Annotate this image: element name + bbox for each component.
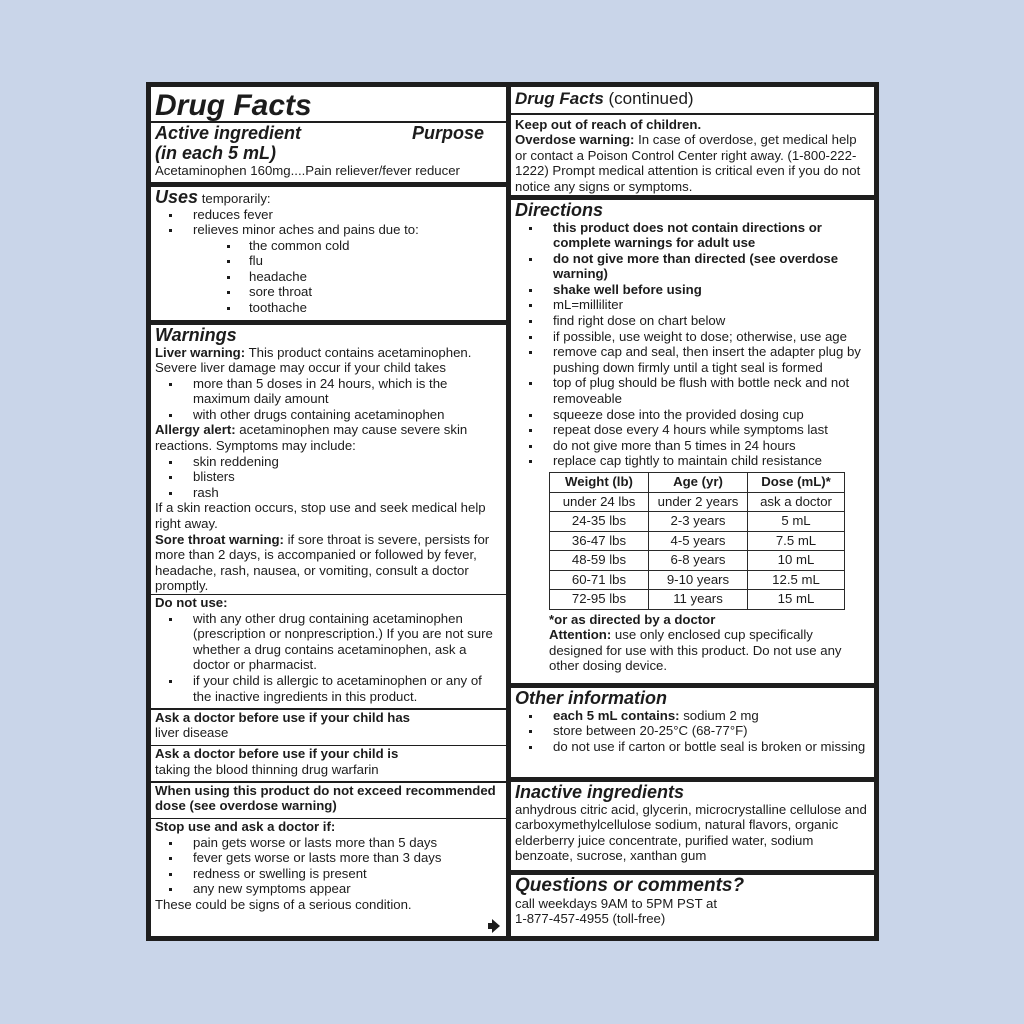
directions-heading: Directions: [515, 199, 604, 220]
cell-weight: 60-71 lbs: [550, 570, 649, 590]
table-row: [550, 512, 845, 532]
cell-age: 11 years: [649, 590, 748, 610]
allergy-alert-text: acetaminophen may cause severe skin reactions. Symptoms may include:: [155, 422, 468, 454]
table-row: [550, 492, 845, 512]
warnings-section: [151, 325, 506, 594]
skin-reaction-text: If a skin reaction occurs, stop use and seek medical help right away.: [155, 500, 486, 532]
liver-warning-list: [155, 376, 502, 423]
column-header-weight: Weight (lb): [550, 473, 649, 493]
keep-out-heading: Keep out of reach of children.: [515, 116, 702, 132]
contains-label: each 5 mL contains:: [553, 707, 680, 723]
page-title: Drug Facts: [155, 89, 312, 122]
list-item: relieves minor aches and pains due to:: [155, 222, 502, 238]
continued-title: Drug Facts: [515, 89, 604, 108]
table-header-row: [550, 473, 845, 493]
table-row: [550, 531, 845, 551]
active-ingredient-section: [151, 123, 506, 182]
active-ingredient-heading: Active ingredient: [155, 122, 302, 143]
list-item: more than 5 doses in 24 hours, which is the maximum daily amount: [155, 376, 502, 407]
list-item: redness or swelling is present: [155, 866, 502, 882]
when-using-heading: When using this product do not exceed recommended dose (see overdose warning): [155, 782, 496, 814]
uses-list: [155, 207, 502, 238]
list-item: shake well before using: [515, 282, 870, 298]
list-item: toothache: [155, 300, 502, 316]
list-item: reduces fever: [155, 207, 502, 223]
purpose-heading: Purpose: [411, 122, 484, 143]
list-item: this product does not contain directions or complete warnings for adult use: [515, 220, 870, 251]
inactive-ingredients-section: [511, 782, 874, 870]
ask-doctor-is-heading: Ask a doctor before use if your child is: [155, 746, 399, 761]
table-row: [550, 570, 845, 590]
list-item: pain gets worse or lasts more than 5 days: [155, 835, 502, 851]
dosing-footnote: *or as directed by a doctor: [549, 611, 716, 627]
list-item: sore throat: [155, 284, 502, 300]
table-row: [550, 551, 845, 571]
stop-use-list: [155, 835, 502, 897]
continued-suffix: (continued): [603, 89, 694, 108]
warnings-heading: Warnings: [155, 324, 237, 345]
cell-age: under 2 years: [649, 492, 748, 512]
column-header-dose: Dose (mL)*: [748, 473, 845, 493]
overdose-warning-text: In case of overdose, get medical help or contact a Poison Control Center right away. (1-800-222-1222) Prompt medical attention is critical even if you do not notice any signs or symptoms.: [515, 132, 861, 194]
list-item: if possible, use weight to dose; otherwise, use age: [515, 329, 870, 345]
list-item: the common cold: [155, 238, 502, 254]
active-ingredient-subheading: (in each 5 mL): [155, 142, 277, 163]
list-item: with other drugs containing acetaminophen: [155, 407, 502, 423]
ask-doctor-is-section: [151, 746, 506, 781]
list-item: with any other drug containing acetaminophen (prescription or nonprescription.) If you are not sure whether a drug contains acetaminophen, ask a doctor or pharmacist.: [155, 611, 502, 673]
cell-dose: 5 mL: [748, 512, 845, 532]
directions-bold-list: [515, 220, 870, 298]
cell-weight: under 24 lbs: [550, 492, 649, 512]
liver-warning-text: This product contains acetaminophen. Severe liver damage may occur if your child takes: [155, 344, 472, 376]
list-item: remove cap and seal, then insert the adapter plug by pushing down firmly until a tight seal is formed: [515, 344, 870, 375]
list-item: do not give more than 5 times in 24 hours: [515, 438, 870, 454]
list-item: any new symptoms appear: [155, 881, 502, 897]
list-item: repeat dose every 4 hours while symptoms last: [515, 422, 870, 438]
stop-use-heading: Stop use and ask a doctor if:: [155, 819, 336, 834]
questions-section: [511, 875, 874, 937]
cell-weight: 24-35 lbs: [550, 512, 649, 532]
active-ingredient-line: Acetaminophen 160mg....Pain reliever/fever reducer: [155, 162, 460, 178]
allergy-alert-label: Allergy alert:: [155, 422, 236, 438]
ask-doctor-has-section: [151, 710, 506, 745]
arrow-right-icon: [492, 919, 500, 933]
cell-age: 2-3 years: [649, 512, 748, 532]
list-item: if your child is allergic to acetaminophen or any of the inactive ingredients in this product.: [155, 673, 502, 704]
sore-throat-label: Sore throat warning:: [155, 531, 284, 547]
cell-age: 4-5 years: [649, 531, 748, 551]
inactive-ingredients-text: anhydrous citric acid, glycerin, microcrystalline cellulose and carboxymethylcellulose sodium, natural flavors, organic elderberry juice concentrate, purified water, sodium benzoate, sucrose, xanthan gum: [515, 801, 867, 864]
list-item: skin reddening: [155, 454, 502, 470]
other-information-section: [511, 688, 874, 777]
dosing-table: [549, 472, 845, 610]
sore-throat-text: if sore throat is severe, persists for more than 2 days, is accompanied or followed by fever, headache, rash, nausea, or vomiting, consult a doctor promptly.: [155, 531, 490, 594]
uses-sublist: [155, 238, 502, 316]
cell-weight: 36-47 lbs: [550, 531, 649, 551]
list-item: replace cap tightly to maintain child resistance: [515, 453, 870, 469]
do-not-use-list: [155, 611, 502, 705]
list-item: find right dose on chart below: [515, 313, 870, 329]
table-row: [550, 590, 845, 610]
list-item: do not give more than directed (see overdose warning): [515, 251, 870, 282]
stop-use-section: [151, 819, 506, 936]
questions-phone: 1-877-457-4955 (toll-free): [515, 911, 666, 927]
left-column: [151, 87, 506, 936]
keep-out-section: [511, 115, 874, 195]
uses-section: [151, 187, 506, 320]
list-item: rash: [155, 485, 502, 501]
continued-title-box: [511, 87, 874, 113]
ask-doctor-is-text: taking the blood thinning drug warfarin: [155, 761, 379, 777]
cell-dose: ask a doctor: [748, 492, 845, 512]
list-item: do not use if carton or bottle seal is broken or missing: [515, 739, 870, 755]
inactive-ingredients-heading: Inactive ingredients: [515, 781, 685, 802]
list-item: [515, 708, 870, 724]
do-not-use-heading: Do not use:: [155, 595, 228, 610]
list-item: fever gets worse or lasts more than 3 days: [155, 850, 502, 866]
ask-doctor-has-heading: Ask a doctor before use if your child has: [155, 709, 411, 725]
attention-text: use only enclosed cup specifically designed for use with this product. Do not use any other dosing device.: [549, 627, 842, 674]
cell-age: 9-10 years: [649, 570, 748, 590]
title-box: [151, 87, 506, 121]
other-information-list: [515, 708, 870, 755]
questions-line-1: call weekdays 9AM to 5PM PST at: [515, 895, 718, 911]
uses-intro: temporarily:: [198, 190, 271, 206]
allergy-symptom-list: [155, 454, 502, 501]
directions-section: [511, 200, 874, 683]
cell-dose: 15 mL: [748, 590, 845, 610]
list-item: blisters: [155, 469, 502, 485]
attention-label: Attention:: [549, 627, 612, 643]
liver-warning-label: Liver warning:: [155, 344, 246, 360]
list-item: squeeze dose into the provided dosing cup: [515, 407, 870, 423]
right-column: [511, 87, 874, 936]
cell-age: 6-8 years: [649, 551, 748, 571]
cell-dose: 7.5 mL: [748, 531, 845, 551]
uses-heading: Uses: [155, 186, 199, 207]
directions-list: [515, 297, 870, 469]
when-using-section: [151, 783, 506, 818]
list-item: top of plug should be flush with bottle neck and not removeable: [515, 375, 870, 406]
column-header-age: Age (yr): [649, 473, 748, 493]
list-item: store between 20-25°C (68-77°F): [515, 723, 870, 739]
ask-doctor-has-text: liver disease: [155, 725, 229, 741]
overdose-warning-label: Overdose warning:: [515, 132, 635, 148]
list-item: flu: [155, 253, 502, 269]
questions-heading: Questions or comments?: [515, 874, 745, 896]
stop-use-footer: These could be signs of a serious condition.: [155, 896, 412, 912]
cell-weight: 72-95 lbs: [550, 590, 649, 610]
list-item: mL=milliliter: [515, 297, 870, 313]
list-item: headache: [155, 269, 502, 285]
do-not-use-section: [151, 595, 506, 708]
cell-weight: 48-59 lbs: [550, 551, 649, 571]
drug-facts-label: [146, 82, 879, 941]
cell-dose: 10 mL: [748, 551, 845, 571]
cell-dose: 12.5 mL: [748, 570, 845, 590]
other-information-heading: Other information: [515, 687, 667, 708]
contains-text: sodium 2 mg: [679, 707, 759, 723]
